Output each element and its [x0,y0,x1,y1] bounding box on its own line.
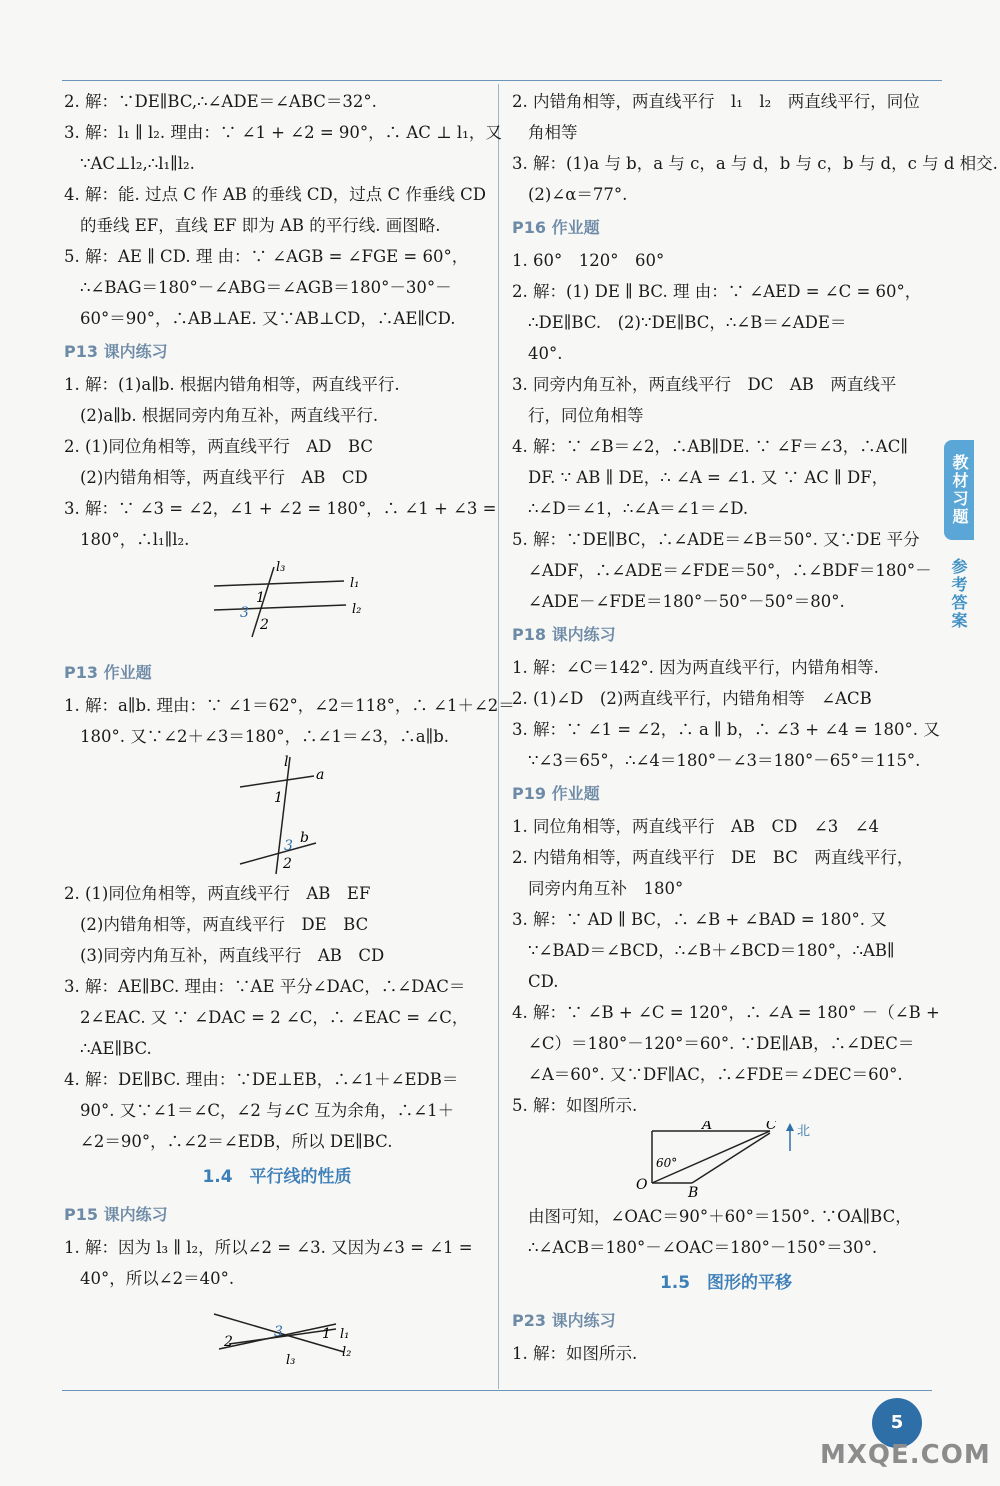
answer-line: 3. 解：AE∥BC. 理由：∵AE 平分∠DAC，∴∠DAC＝ [64,977,466,996]
angle-1-label: 1 [256,590,265,606]
side-tab-label: 参考答案 [949,558,968,630]
figure-3-svg [64,1294,484,1366]
answer-line: 4. 解：∵ ∠B＝∠2，∴AB∥DE. ∵ ∠F＝∠3，∴AC∥ [512,437,908,456]
answer-line: 2. 内错角相等，两直线平行 DE BC 两直线平行， [512,848,914,867]
answer-line: ∵AC⊥l₂,∴l₁∥l₂. [80,154,195,173]
answer-line: 的垂线 EF，直线 EF 即为 AB 的平行线. 画图略. [80,216,441,235]
point-a-label: A [702,1121,713,1133]
answer-line: ∴∠D＝∠1，∴∠A＝∠1＝∠D. [528,499,749,518]
answer-line: CD. [528,972,559,991]
label-l2: l₂ [352,602,362,617]
answer-line: 行，同位角相等 [528,406,644,425]
answer-line: 2. 内错角相等，两直线平行 l₁ l₂ 两直线平行，同位 [512,92,920,111]
angle-2-label: 2 [260,617,269,633]
answer-line: 4. 解：能. 过点 C 作 AB 的垂线 CD，过点 C 作垂线 CD [64,185,486,204]
angle-2-label: 2 [283,856,292,872]
answer-line: ∠A＝60°. 又∵DF∥AC，∴∠FDE＝∠DEC＝60°. [528,1065,903,1084]
label-a: a [316,767,325,783]
answer-line: 180°，∴l₁∥l₂. [80,530,190,549]
answer-line: 3. 同旁内角互补，两直线平行 DC AB 两直线平 [512,375,897,394]
answer-line: 3. 解：∵ ∠3 = ∠2，∠1 + ∠2 = 180°，∴ ∠1 + ∠3 = [64,499,497,518]
label-l2: l₂ [342,1345,352,1360]
answer-line: 同旁内角互补 180° [528,879,684,898]
answer-line: ∵∠3＝65°，∴∠4＝180°－∠3＝180°－65°＝115°. [528,751,921,770]
bottom-rule [62,1390,932,1391]
section-heading: P18 课内练习 [512,625,616,644]
answer-line: 3. 解：(1)a 与 b，a 与 c，a 与 d，b 与 c，b 与 d，c 与 d 相交. [512,154,998,173]
section-heading: P15 课内练习 [64,1205,168,1224]
answer-line: 2. (1)同位角相等，两直线平行 AD BC [64,437,374,456]
side-tab: 教材习题 [944,440,974,540]
answer-line: 5. 解：如图所示. [512,1096,638,1115]
answer-line: 1. 解：如图所示. [512,1344,638,1363]
answer-line: 40°. [528,344,563,363]
section-heading: P13 课内练习 [64,342,168,361]
page-number: 5 [872,1398,922,1448]
answer-line: 4. 解：∵ ∠B + ∠C = 120°，∴ ∠A = 180° －（∠B + [512,1003,940,1022]
answer-line: ∠C）＝180°－120°＝60°. ∵DE∥AB，∴∠DEC＝ [528,1034,915,1053]
answer-line: 1. 解：a∥b. 理由：∵ ∠1＝62°，∠2＝118°，∴ ∠1＋∠2＝ [64,696,515,715]
answer-line: ∠ADE－∠FDE＝180°－50°－50°＝80°. [528,592,845,611]
answer-line: 40°，所以∠2＝40°. [80,1269,235,1288]
figure-4-svg [512,1121,932,1201]
figure-parallel-lines-l1-l2 [64,555,490,655]
answer-line: 90°. 又∵∠1＝∠C，∠2 与∠C 互为余角，∴∠1＋ [80,1101,455,1120]
answer-line: 2. (1)∠D (2)两直线平行，内错角相等 ∠ACB [512,689,872,708]
watermark: MXQE.COM [820,1440,991,1470]
section-heading: P16 作业题 [512,218,600,237]
answer-line: 2∠EAC. 又 ∵ ∠DAC = 2 ∠C，∴ ∠EAC = ∠C， [80,1008,469,1027]
answer-line: 3. 解：∵ AD ∥ BC，∴ ∠B + ∠BAD = 180°. 又 [512,910,887,929]
top-rule [62,80,942,81]
angle-3-label: 3 [240,605,249,621]
answer-line: 2. 解：∵DE∥BC,∴∠ADE＝∠ABC＝32°. [64,92,377,111]
column-divider [498,84,499,1389]
answer-line: ∵∠BAD＝∠BCD，∴∠B＋∠BCD＝180°，∴AB∥ [528,941,895,960]
answer-line: ∴∠BAG＝180°－∠ABG＝∠AGB＝180°－30°－ [80,278,452,297]
answer-line: 60°＝90°，∴AB⊥AE. 又∵AB⊥CD，∴AE∥CD. [80,309,456,328]
label-b: b [300,830,309,846]
point-b-label: B [688,1185,699,1201]
figure-direction-diagram [512,1121,940,1201]
figure-2-svg [64,752,484,878]
chapter-heading: 1.5 图形的平移 [659,1273,793,1293]
point-c-label: C [766,1121,777,1133]
label-l1: l₁ [350,576,360,591]
chapter-heading: 1.4 平行线的性质 [202,1167,352,1187]
label-l3: l₃ [286,1353,296,1366]
answer-line: ∴AE∥BC. [80,1039,152,1058]
answer-line: 1. 解：∠C＝142°. 因为两直线平行，内错角相等. [512,658,879,677]
answer-line: 2. 解：(1) DE ∥ BC. 理 由：∵ ∠AED = ∠C = 60°， [512,282,922,301]
figure-lines-l1-l2-l3 [64,1294,490,1366]
answer-line: 5. 解：AE ∥ CD. 理 由：∵ ∠AGB = ∠FGE = 60°， [64,247,469,266]
answer-line: (2)内错角相等，两直线平行 DE BC [80,915,369,934]
angle-3-label: 3 [274,1324,283,1340]
angle-1-label: 1 [322,1326,331,1342]
answer-line: 由图可知，∠OAC＝90°＋60°＝150°. ∵OA∥BC， [528,1207,912,1226]
angle-60-label: 60° [656,1156,678,1170]
answer-line: 5. 解：∵DE∥BC，∴∠ADE＝∠B＝50°. 又∵DE 平分 [512,530,920,549]
answer-line: 2. (1)同位角相等，两直线平行 AB EF [64,884,371,903]
answer-line: 4. 解：DE∥BC. 理由：∵DE⊥EB，∴∠1＋∠EDB＝ [64,1070,459,1089]
answer-line: ∴DE∥BC. (2)∵DE∥BC，∴∠B＝∠ADE＝ [528,313,847,332]
angle-2-label: 2 [224,1334,233,1350]
answer-line: 1. 解：因为 l₃ ∥ l₂，所以∠2 = ∠3. 又因为∠3 = ∠1 = [64,1238,473,1257]
north-label: 北 [797,1124,811,1139]
answer-line: (3)同旁内角互补，两直线平行 AB CD [80,946,385,965]
answer-line: 1. 解：(1)a∥b. 根据内错角相等，两直线平行. [64,375,400,394]
answer-line: (2)a∥b. 根据同旁内角互补，两直线平行. [80,406,379,425]
answer-line: (2)内错角相等，两直线平行 AB CD [80,468,368,487]
answer-line: 180°. 又∵∠2＋∠3＝180°，∴∠1＝∠3，∴a∥b. [80,727,450,746]
answer-line: ∠2＝90°，∴∠2＝∠EDB，所以 DE∥BC. [80,1132,393,1151]
section-heading: P19 作业题 [512,784,600,803]
label-l1: l₁ [340,1327,350,1342]
figure-1-svg [64,555,484,655]
section-heading: P23 课内练习 [512,1311,616,1330]
angle-3-label: 3 [284,838,293,854]
answer-line: DF. ∵ AB ∥ DE，∴ ∠A = ∠1. 又 ∵ AC ∥ DF， [528,468,889,487]
answer-line: ∴∠ACB＝180°－∠OAC＝180°－150°＝30°. [528,1238,878,1257]
label-l: l [284,754,289,770]
answer-line: 1. 同位角相等，两直线平行 AB CD ∠3 ∠4 [512,817,880,836]
answer-line: 3. 解：∵ ∠1 = ∠2，∴ a ∥ b，∴ ∠3 + ∠4 = 180°. 又 [512,720,940,739]
answer-line: 3. 解：l₁ ∥ l₂. 理由：∵ ∠1 + ∠2 = 90°，∴ AC ⊥ l₁，又 [64,123,502,142]
answer-line: ∠ADF，∴∠ADE＝∠FDE＝50°，∴∠BDF＝180°－ [528,561,932,580]
section-heading: P13 作业题 [64,663,152,682]
label-l3: l₃ [276,560,286,575]
answer-line: 1. 60° 120° 60° [512,251,665,270]
angle-1-label: 1 [274,790,283,806]
answer-line: (2)∠α＝77°. [528,185,628,204]
answer-line: 角相等 [528,123,578,142]
point-o-label: O [636,1177,648,1193]
figure-lines-a-b [64,752,490,878]
left-column [64,86,515,1366]
